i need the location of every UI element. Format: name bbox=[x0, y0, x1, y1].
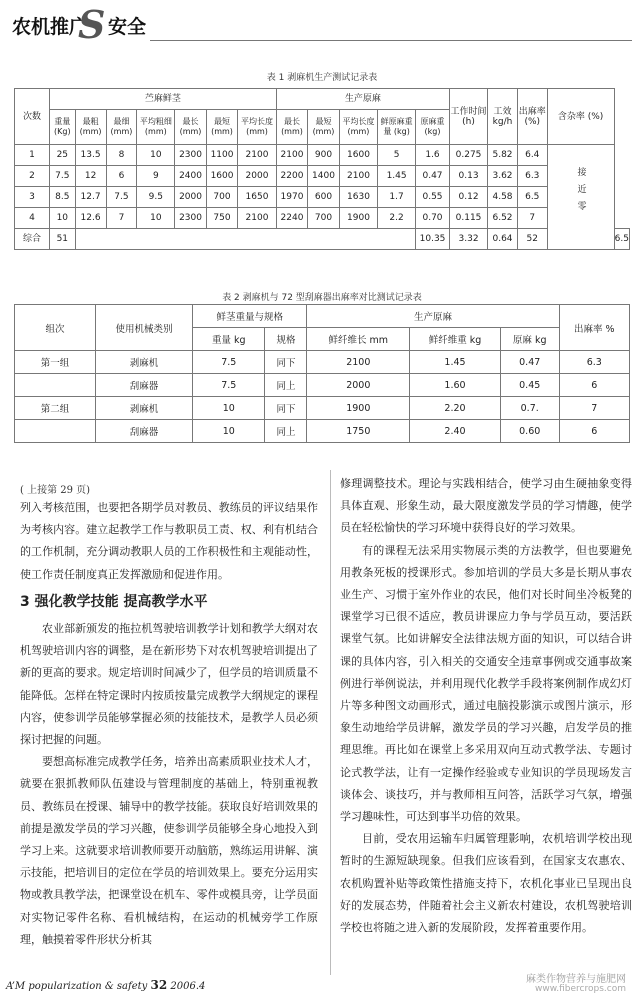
table-cell: 1630 bbox=[339, 187, 377, 208]
t1-group-raw-ramie: 生产原麻 bbox=[276, 89, 449, 110]
table-cell: 12.6 bbox=[75, 208, 106, 229]
table-cell: 1600 bbox=[339, 145, 377, 166]
table1 bbox=[14, 88, 630, 250]
table-row bbox=[15, 145, 630, 166]
section-heading: 3 强化教学技能 提高教学水平 bbox=[20, 593, 208, 610]
paragraph: 列入考核范围，也要把各期学员对教员、教练员的评议结果作为考核内容。建立起教学工作与教职员工责、权、利有机结合的工作机制，充分调动教职人员的工作积极性和主观能动性，使工作责任制度真正发挥激励和促进作用。 bbox=[20, 501, 318, 581]
table-cell: 0.60 bbox=[500, 420, 559, 443]
table-cell: 7.5 bbox=[193, 351, 265, 374]
table-cell: 同上 bbox=[265, 374, 307, 397]
table-cell: 第二组 bbox=[15, 397, 96, 420]
t1-sub-header: 最长 (mm) bbox=[276, 110, 308, 145]
table-cell: 2.2 bbox=[378, 208, 416, 229]
t1-col-impurity: 含杂率 (%) bbox=[547, 89, 614, 145]
table-cell: 2100 bbox=[307, 351, 410, 374]
table-cell: 1.7 bbox=[378, 187, 416, 208]
table-cell: 2240 bbox=[276, 208, 308, 229]
table-cell: 1650 bbox=[238, 187, 276, 208]
table-row bbox=[15, 397, 630, 420]
table-cell: 10.35 bbox=[415, 229, 449, 250]
table-cell: 6.5 bbox=[614, 229, 629, 250]
t2-group-stem: 鲜茎重量与规格 bbox=[193, 305, 307, 328]
table-row bbox=[15, 351, 630, 374]
table-cell: 同下 bbox=[265, 351, 307, 374]
table-cell: 0.13 bbox=[450, 166, 488, 187]
table-cell: 12 bbox=[75, 166, 106, 187]
t1-sub-header: 平均粗细 (mm) bbox=[137, 110, 175, 145]
table-cell: 第一组 bbox=[15, 351, 96, 374]
watermark-url: www.fibercrops.com bbox=[535, 984, 626, 994]
table-cell: 9 bbox=[137, 166, 175, 187]
table-cell: 1100 bbox=[206, 145, 238, 166]
t1-sub-header: 重量 (Kg) bbox=[50, 110, 76, 145]
journal-name: A’M popularization & safety bbox=[6, 981, 148, 992]
t2-col-yield: 出麻率 % bbox=[559, 305, 630, 351]
table-cell: 0.275 bbox=[450, 145, 488, 166]
table-cell: 1 bbox=[15, 145, 50, 166]
t1-col-count: 次数 bbox=[15, 89, 50, 145]
table-cell: 6 bbox=[559, 374, 630, 397]
t1-col-yield: 出麻率 (%) bbox=[517, 89, 547, 145]
table-row bbox=[15, 208, 630, 229]
paragraph: 要想高标准完成教学任务，培养出高素质职业技术人才，就要在狠抓教师队伍建设与管理制度的基础上，特别重视教员、教练员在授课、辅导中的教学技能。获取良好培训效果的前提是激发学员的学习兴趣，使参训学员能够全身心地投入到学习上来。这就要求培训教师要开动脑筋，熟练运用讲解、演示技能，把培训目的定位在学员的培训效果上。要充分运用实物或教具教学法，把课堂设在机车、零件或模具旁，让学员面对实物记零件名称、看机械结构，在运动的机械旁学工作原理，触摸着零件形状分析其 bbox=[20, 755, 318, 946]
table-cell: 2100 bbox=[238, 208, 276, 229]
table-cell: 0.115 bbox=[450, 208, 488, 229]
t1-sub-header: 最短 (mm) bbox=[206, 110, 238, 145]
table-cell: 5 bbox=[378, 145, 416, 166]
table-cell: 700 bbox=[308, 208, 340, 229]
table-cell: 6 bbox=[106, 166, 137, 187]
left-column bbox=[20, 497, 318, 951]
t2-group-raw: 生产原麻 bbox=[307, 305, 559, 328]
table-cell: 3.62 bbox=[488, 166, 518, 187]
table-cell: 600 bbox=[308, 187, 340, 208]
table-cell: 4 bbox=[15, 208, 50, 229]
impurity-note-text: 接近零 bbox=[575, 167, 586, 218]
table-cell: 3.32 bbox=[450, 229, 488, 250]
table-cell: 10 bbox=[193, 420, 265, 443]
page-footer bbox=[6, 978, 205, 992]
table-cell: 0.45 bbox=[500, 374, 559, 397]
table-total-row bbox=[15, 229, 630, 250]
table-cell: 750 bbox=[206, 208, 238, 229]
table-cell: 2.20 bbox=[410, 397, 501, 420]
t2-sub-header: 鲜纤维长 mm bbox=[307, 328, 410, 351]
table-cell: 12.7 bbox=[75, 187, 106, 208]
t1-sub-header: 最粗 (mm) bbox=[75, 110, 106, 145]
table-cell: 1600 bbox=[206, 166, 238, 187]
table-cell: 51 bbox=[50, 229, 76, 250]
table-cell: 4.58 bbox=[488, 187, 518, 208]
table-cell: 1400 bbox=[308, 166, 340, 187]
table-cell: 2300 bbox=[175, 208, 207, 229]
t1-sub-header: 最短 (mm) bbox=[308, 110, 340, 145]
table-cell: 同上 bbox=[265, 420, 307, 443]
t2-sub-header: 原麻 kg bbox=[500, 328, 559, 351]
table-cell: 0.64 bbox=[488, 229, 518, 250]
table-cell: 刮麻器 bbox=[96, 420, 193, 443]
paragraph: 有的课程无法采用实物展示类的方法教学，但也要避免用教条死板的授课形式。参加培训的学员大多是长期从事农业生产、习惯于室外作业的农民，他们对长时间坐冷板凳的课堂学习已很不适应，教员讲课应力争与学员互动，要活跃课堂气氛。比如讲解安全法律法规方面的知识，可以结合讲课的具体内容，引入相关的交通安全违章事例或交通事故案例进行举例说法，并利用现代化教学手段将案例制作成幻灯片等多种图文动画形式，通过电脑投影演示或图片演示，形象生动地给学员讲解，激发学员的学习兴趣，启发学员的推理思维。再比如在课堂上多采用双向互动式教学法、专题讨论式教学法，让有一定操作经验或专业知识的学员现场发言谈体会、谈技巧，并与教师相互问答，活跃学习气氛，增强学习趣味性，可达到事半功倍的效果。 bbox=[340, 543, 632, 824]
table-cell: 10 bbox=[137, 208, 175, 229]
table2-caption: 表 2 剥麻机与 72 型刮麻器出麻率对比测试记录表 bbox=[222, 293, 422, 303]
paragraph: 修理调整技术。理论与实践相结合，使学习由生硬抽象变得具体直观、形象生动，最大限度激发学员的学习情趣，使学员在轻松愉快的学习环境中获得良好的学习效果。 bbox=[340, 477, 632, 535]
table-cell: 7 bbox=[106, 208, 137, 229]
t1-col-worktime: 工作时间 (h) bbox=[450, 89, 488, 145]
table-cell: 52 bbox=[517, 229, 547, 250]
table-cell: 6.4 bbox=[517, 145, 547, 166]
table-cell: 2100 bbox=[238, 145, 276, 166]
table-cell: 900 bbox=[308, 145, 340, 166]
table-cell: 1.45 bbox=[410, 351, 501, 374]
table-cell: 6.52 bbox=[488, 208, 518, 229]
table2 bbox=[14, 304, 630, 443]
t1-sub-header: 最长 (mm) bbox=[175, 110, 207, 145]
table-cell: 7.5 bbox=[106, 187, 137, 208]
header-logo-mark: S bbox=[78, 2, 106, 47]
table-cell: 0.47 bbox=[500, 351, 559, 374]
table-cell-empty bbox=[75, 229, 415, 250]
table-cell: 同下 bbox=[265, 397, 307, 420]
table-cell bbox=[15, 420, 96, 443]
table-cell: 1.45 bbox=[378, 166, 416, 187]
t1-sub-header: 鲜原麻重量 (kg) bbox=[378, 110, 416, 145]
table-row bbox=[15, 166, 630, 187]
table-cell: 0.55 bbox=[415, 187, 449, 208]
table-cell: 700 bbox=[206, 187, 238, 208]
t1-impurity-note bbox=[547, 145, 614, 250]
table-cell: 8 bbox=[106, 145, 137, 166]
table-cell: 2200 bbox=[276, 166, 308, 187]
table1-caption: 表 1 剥麻机生产测试记录表 bbox=[266, 73, 378, 83]
watermark-text: 麻类作物营养与施肥网 bbox=[526, 974, 626, 985]
table-cell: 9.5 bbox=[137, 187, 175, 208]
paragraph: 目前，受农用运输车归属管理影响，农机培训学校出现暂时的生源短缺现象。但我们应该看到，在国家支农惠农、农机购置补贴等政策性措施支持下，农机化事业已呈现出良好的发展态势，伴随着社会主义新农村建设，农机驾驶培训学校也将随之进入新的发展阶段，发挥着重要作用。 bbox=[340, 832, 632, 935]
table-cell: 2000 bbox=[307, 374, 410, 397]
table-cell: 刮麻器 bbox=[96, 374, 193, 397]
table-cell: 1970 bbox=[276, 187, 308, 208]
t2-sub-header: 鲜纤维重 kg bbox=[410, 328, 501, 351]
table-cell: 6 bbox=[559, 420, 630, 443]
table-cell: 1.60 bbox=[410, 374, 501, 397]
table-cell: 2100 bbox=[339, 166, 377, 187]
table-cell: 剥麻机 bbox=[96, 351, 193, 374]
table-cell: 1900 bbox=[339, 208, 377, 229]
table-cell: 0.12 bbox=[450, 187, 488, 208]
table-cell: 6.5 bbox=[517, 187, 547, 208]
table-cell: 剥麻机 bbox=[96, 397, 193, 420]
table-cell: 10 bbox=[137, 145, 175, 166]
table-cell: 6.3 bbox=[517, 166, 547, 187]
table-cell: 2.40 bbox=[410, 420, 501, 443]
t1-sub-header: 平均长度 (mm) bbox=[339, 110, 377, 145]
t1-sub-header: 平均长度 (mm) bbox=[238, 110, 276, 145]
paragraph: 农业部新颁发的拖拉机驾驶培训教学计划和教学大纲对农机驾驶培训内容的调整，是在新形势下对农机驾驶培训提出了新的更高的要求。规定培训时间减少了，但学员的培训质量不能降低。怎样在特定课时内按质按量完成教学大纲规定的课程内容，使参训学员能够掌握必须的技能技术，是教学人员必须探讨把握的问题。 bbox=[20, 622, 318, 747]
t2-sub-header: 规格 bbox=[265, 328, 307, 351]
table-cell: 7 bbox=[559, 397, 630, 420]
table-cell: 10 bbox=[193, 397, 265, 420]
page-header bbox=[0, 0, 640, 47]
table-cell: 25 bbox=[50, 145, 76, 166]
table-cell bbox=[15, 374, 96, 397]
table-cell: 3 bbox=[15, 187, 50, 208]
table-cell: 2300 bbox=[175, 145, 207, 166]
table-cell: 13.5 bbox=[75, 145, 106, 166]
t1-sub-header: 最细 (mm) bbox=[106, 110, 137, 145]
table-cell: 2 bbox=[15, 166, 50, 187]
table-row bbox=[15, 374, 630, 397]
t2-col-group: 组次 bbox=[15, 305, 96, 351]
table-cell: 2100 bbox=[276, 145, 308, 166]
t1-group-fresh-stem: 苎麻鲜茎 bbox=[50, 89, 277, 110]
table-row bbox=[15, 420, 630, 443]
table-cell: 1.6 bbox=[415, 145, 449, 166]
table-cell: 2400 bbox=[175, 166, 207, 187]
column-divider bbox=[330, 470, 331, 975]
table-cell: 10 bbox=[50, 208, 76, 229]
table-cell: 2000 bbox=[238, 166, 276, 187]
section-label: 农机推广 bbox=[12, 16, 89, 38]
t1-sub-header: 原麻重 (kg) bbox=[415, 110, 449, 145]
table-row bbox=[15, 187, 630, 208]
table-cell: 0.70 bbox=[415, 208, 449, 229]
t1-col-efficiency: 工效 kg/h bbox=[488, 89, 518, 145]
continued-from-note: ( 上接第 29 页) bbox=[20, 485, 91, 496]
table-cell: 5.82 bbox=[488, 145, 518, 166]
table-cell: 1750 bbox=[307, 420, 410, 443]
right-column bbox=[340, 473, 632, 939]
t2-col-machine: 使用机械类别 bbox=[96, 305, 193, 351]
table-cell: 8.5 bbox=[50, 187, 76, 208]
page-number: 32 bbox=[150, 978, 168, 992]
table-cell: 7 bbox=[517, 208, 547, 229]
table-cell: 综合 bbox=[15, 229, 50, 250]
table-cell: 6.3 bbox=[559, 351, 630, 374]
table-cell: 2000 bbox=[175, 187, 207, 208]
table-cell: 7.5 bbox=[193, 374, 265, 397]
issue-number: 2006.4 bbox=[170, 981, 206, 992]
table-cell: 0.7. bbox=[500, 397, 559, 420]
table-cell: 1900 bbox=[307, 397, 410, 420]
t2-sub-header: 重量 kg bbox=[193, 328, 265, 351]
header-rule bbox=[150, 40, 632, 41]
table-cell: 7.5 bbox=[50, 166, 76, 187]
section-label-right: 安全 bbox=[108, 16, 147, 38]
table-cell: 0.47 bbox=[415, 166, 449, 187]
